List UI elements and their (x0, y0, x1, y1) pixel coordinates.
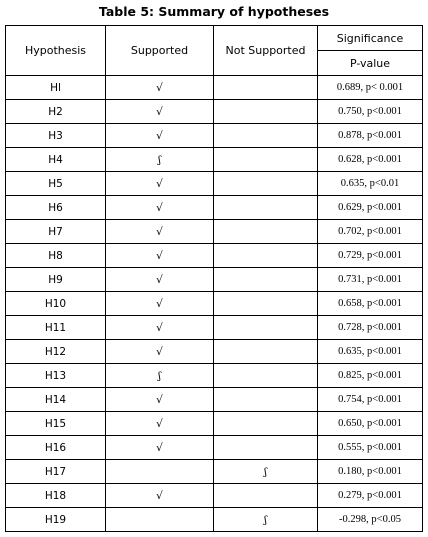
supported-mark: √ (106, 412, 214, 436)
not-supported-mark (214, 412, 318, 436)
hypothesis-cell: H12 (6, 340, 106, 364)
not-supported-mark (214, 124, 318, 148)
hypothesis-cell: H2 (6, 100, 106, 124)
header-significance: Significance (318, 26, 423, 51)
hypothesis-cell: H3 (6, 124, 106, 148)
not-supported-mark (214, 484, 318, 508)
supported-mark: √ (106, 436, 214, 460)
table-row (6, 244, 423, 268)
not-supported-mark (214, 436, 318, 460)
table-row (6, 100, 423, 124)
hypothesis-cell: H19 (6, 508, 106, 532)
table-row (6, 364, 423, 388)
supported-mark: √ (106, 76, 214, 100)
significance-cell: 0.689, p< 0.001 (318, 76, 423, 100)
hypothesis-cell: H6 (6, 196, 106, 220)
supported-mark (106, 460, 214, 484)
header-hypothesis: Hypothesis (6, 26, 106, 76)
table-row (6, 124, 423, 148)
header-not-supported: Not Supported (214, 26, 318, 76)
supported-mark: √ (106, 268, 214, 292)
not-supported-mark: ʃ (214, 508, 318, 532)
significance-cell: 0.750, p<0.001 (318, 100, 423, 124)
hypotheses-table (5, 25, 423, 532)
significance-cell: 0.279, p<0.001 (318, 484, 423, 508)
hypothesis-cell: H17 (6, 460, 106, 484)
header-pvalue: P-value (318, 51, 423, 76)
table-row (6, 196, 423, 220)
significance-cell: 0.825, p<0.001 (318, 364, 423, 388)
table-row (6, 412, 423, 436)
table-row (6, 220, 423, 244)
significance-cell: 0.878, p<0.001 (318, 124, 423, 148)
hypothesis-cell: H4 (6, 148, 106, 172)
hypothesis-cell: H14 (6, 388, 106, 412)
hypothesis-cell: H13 (6, 364, 106, 388)
table-caption: Table 5: Summary of hypotheses (98, 4, 330, 19)
supported-mark: ʃ (106, 364, 214, 388)
hypothesis-cell: Hl (6, 76, 106, 100)
not-supported-mark (214, 220, 318, 244)
not-supported-mark (214, 340, 318, 364)
table-row (6, 436, 423, 460)
significance-cell: 0.754, p<0.001 (318, 388, 423, 412)
significance-cell: 0.555, p<0.001 (318, 436, 423, 460)
significance-cell: 0.650, p<0.001 (318, 412, 423, 436)
table-row (6, 484, 423, 508)
table-row (6, 388, 423, 412)
significance-cell: 0.635, p<0.001 (318, 340, 423, 364)
significance-cell: 0.728, p<0.001 (318, 316, 423, 340)
hypothesis-cell: H8 (6, 244, 106, 268)
significance-cell: 0.628, p<0.001 (318, 148, 423, 172)
table-row (6, 172, 423, 196)
table-row (6, 508, 423, 532)
table-row (6, 460, 423, 484)
not-supported-mark (214, 316, 318, 340)
supported-mark: √ (106, 196, 214, 220)
hypothesis-cell: H18 (6, 484, 106, 508)
not-supported-mark (214, 268, 318, 292)
table-row (6, 340, 423, 364)
header-supported: Supported (106, 26, 214, 76)
supported-mark: √ (106, 388, 214, 412)
not-supported-mark (214, 364, 318, 388)
supported-mark: √ (106, 484, 214, 508)
supported-mark: √ (106, 172, 214, 196)
hypothesis-cell: H9 (6, 268, 106, 292)
not-supported-mark: ʃ (214, 460, 318, 484)
significance-cell: 0.658, p<0.001 (318, 292, 423, 316)
significance-cell: 0.635, p<0.01 (318, 172, 423, 196)
hypothesis-cell: H11 (6, 316, 106, 340)
supported-mark: √ (106, 316, 214, 340)
not-supported-mark (214, 172, 318, 196)
not-supported-mark (214, 100, 318, 124)
table-row (6, 148, 423, 172)
supported-mark: √ (106, 340, 214, 364)
hypothesis-cell: H16 (6, 436, 106, 460)
significance-cell: 0.702, p<0.001 (318, 220, 423, 244)
supported-mark: √ (106, 244, 214, 268)
not-supported-mark (214, 76, 318, 100)
table-row (6, 268, 423, 292)
hypothesis-cell: H10 (6, 292, 106, 316)
supported-mark: √ (106, 220, 214, 244)
supported-mark: √ (106, 292, 214, 316)
not-supported-mark (214, 292, 318, 316)
not-supported-mark (214, 196, 318, 220)
table-row (6, 76, 423, 100)
significance-cell: 0.180, p<0.001 (318, 460, 423, 484)
supported-mark: √ (106, 100, 214, 124)
significance-cell: -0.298, p<0.05 (318, 508, 423, 532)
not-supported-mark (214, 244, 318, 268)
hypothesis-cell: H5 (6, 172, 106, 196)
table-row (6, 292, 423, 316)
table-header-row (6, 26, 423, 51)
supported-mark (106, 508, 214, 532)
not-supported-mark (214, 148, 318, 172)
hypothesis-cell: H7 (6, 220, 106, 244)
not-supported-mark (214, 388, 318, 412)
supported-mark: √ (106, 124, 214, 148)
significance-cell: 0.629, p<0.001 (318, 196, 423, 220)
supported-mark: ʃ (106, 148, 214, 172)
table-row (6, 316, 423, 340)
hypothesis-cell: H15 (6, 412, 106, 436)
significance-cell: 0.731, p<0.001 (318, 268, 423, 292)
table-body (6, 76, 423, 532)
significance-cell: 0.729, p<0.001 (318, 244, 423, 268)
